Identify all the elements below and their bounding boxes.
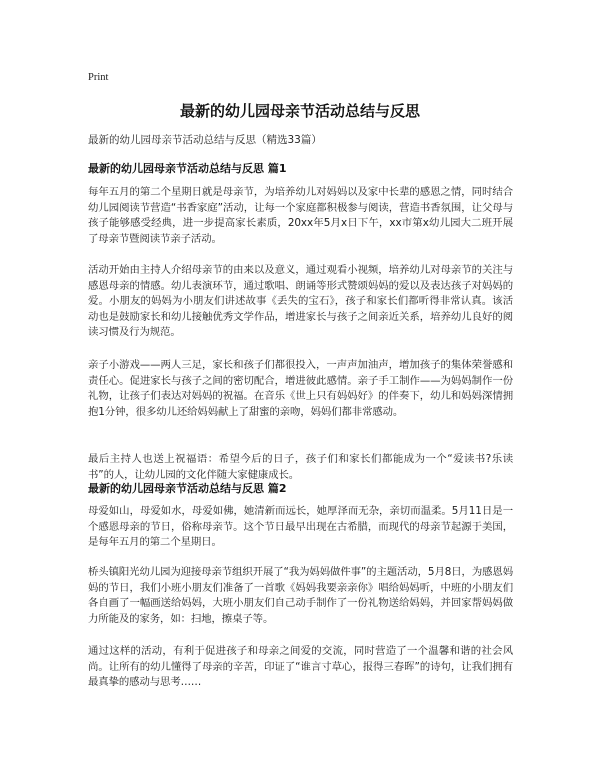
paragraph: 每年五月的第二个星期日就是母亲节，为培养幼儿对妈妈以及家中长辈的感恩之情，同时结合幼儿园阅读节营造“书香家庭”活动，让每一个家庭都积极参与阅读，营造书香氛围，让父母与孩子能够感受经典，进一步提高家长素质，20xx年5月x日下午，xx市第x幼儿园大二班开展了母亲节暨阅读节亲子活动。 — [88, 186, 513, 245]
section-heading-2: 最新的幼儿园母亲节活动总结与反思 篇2 — [88, 482, 287, 495]
print-label[interactable]: Print — [88, 72, 109, 83]
section-heading-1: 最新的幼儿园母亲节活动总结与反思 篇1 — [88, 162, 287, 175]
paragraph: 通过这样的活动，有利于促进孩子和母亲之间爱的交流，同时营造了一个温馨和谐的社会风尚。让所有的幼儿懂得了母亲的辛苦，印证了“谁言寸草心，报得三春晖”的诗句，让我们拥有最真挚的感动与思考…… — [88, 645, 513, 689]
paragraph: 活动开始由主持人介绍母亲节的由来以及意义，通过观看小视频，培养幼儿对母亲节的关注与感恩母亲的情感。幼儿表演环节，通过歌唱、朗诵等形式赞颂妈妈的爱以及表达孩子对妈妈的爱。小朋友的妈妈为小朋友们讲述故事《丢失的宝石》，孩子和家长们都听得非常认真。该活动也是鼓励家长和幼儿接触优秀文学作品，增进家长与孩子之间亲近关系，培养幼儿良好的阅读习惯及行为规范。 — [88, 264, 513, 339]
paragraph: 桥头镇阳光幼儿园为迎接母亲节组织开展了“我为妈妈做件事”的主题活动，5月8日，为感恩妈妈的节日，我们小班小朋友们准备了一首歌《妈妈我要亲亲你》唱给妈妈听，中班的小朋友们各自画了一幅画送给妈妈，大班小朋友们自己动手制作了一份礼物送给妈妈，并回家帮妈妈做力所能及的家务，如：扫地，擦桌子等。 — [88, 566, 513, 625]
document-subtitle: 最新的幼儿园母亲节活动总结与反思（精选33篇） — [88, 134, 322, 146]
page-title: 最新的幼儿园母亲节活动总结与反思 — [179, 102, 420, 120]
paragraph: 亲子小游戏——两人三足，家长和孩子们都很投入，一声声加油声，增加孩子的集体荣誉感和责任心。促进家长与孩子之间的密切配合，增进彼此感情。亲子手工制作——为妈妈制作一份礼物，让孩子们表达对妈妈的祝福。在音乐《世上只有妈妈好》的伴奏下，幼儿和妈妈深情拥抱1分钟，很多幼儿还给妈妈献上了甜蜜的亲吻，妈妈们都非常感动。 — [88, 359, 513, 418]
paragraph: 最后主持人也送上祝福语：希望今后的日子，孩子们和家长们都能成为一个“爱读书?乐读书”的人，让幼儿园的文化伴随大家健康成长。 — [88, 453, 513, 481]
paragraph: 母爱如山，母爱如水，母爱如佛，她清新而远长，她厚泽而无杂，亲切而温柔。5月11日是一个感恩母亲的节日，俗称母亲节。这个节日最早出现在古希腊，而现代的母亲节起源于美国，是每年五月的第二个星期日。 — [88, 505, 513, 549]
